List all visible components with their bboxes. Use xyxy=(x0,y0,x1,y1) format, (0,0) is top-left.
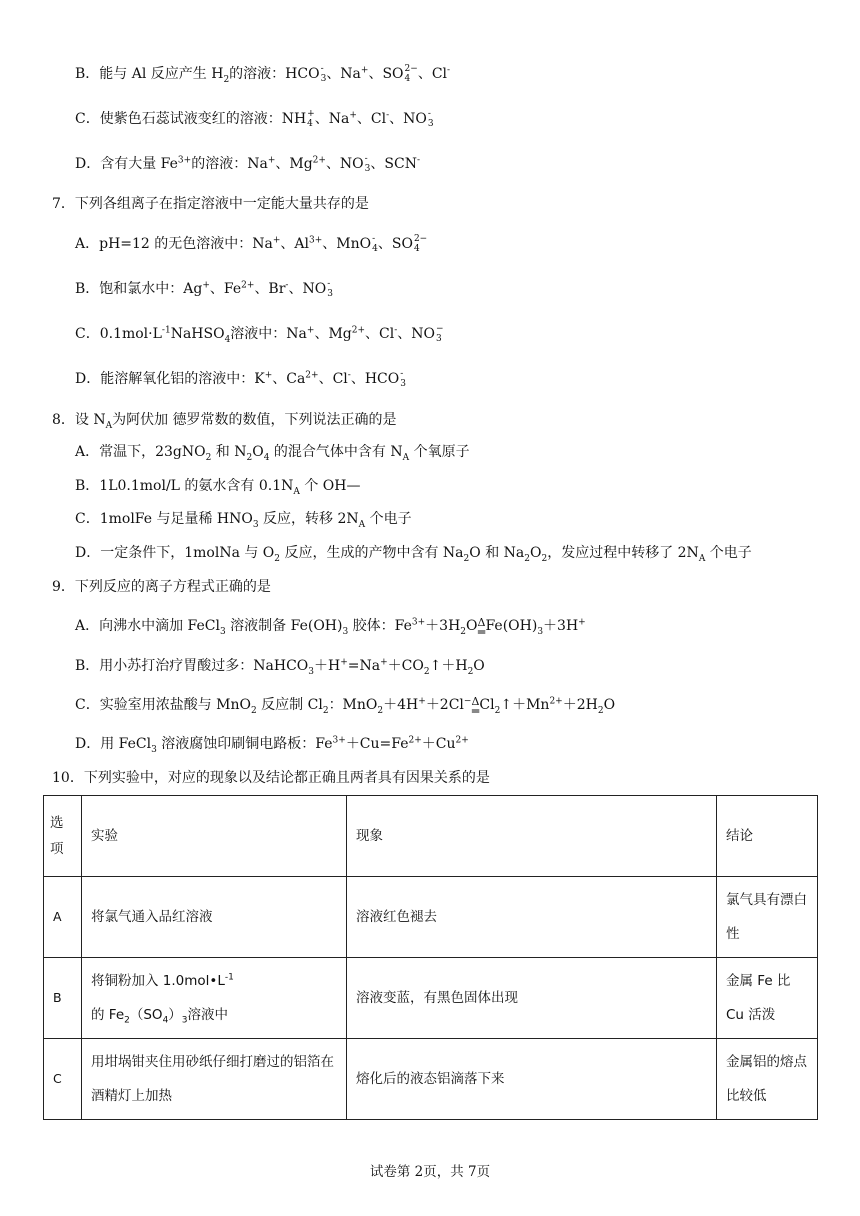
row-option: C xyxy=(44,1039,82,1120)
q9-option-c: C．实验室用浓盐酸与 MnO$_2$ 反应制 $Cl_2$：MnO$_2$＋4H+＋2Cl− Δ ═ $Cl_2↑+Mn^{2+}+2H_2O$ xyxy=(75,695,616,718)
q7-option-d: D．能溶解氧化铝的溶液中：K+、$Ca^{2+}$、Cl-、HCO - 3 xyxy=(75,369,406,389)
header-experiment: 实验 xyxy=(82,796,347,877)
row-conclusion: 金属 Fe 比 Cu 活泼 xyxy=(717,958,818,1039)
q6-option-d: D．含有大量 $Fe^{3+}$的溶液：Na+、$Mg^{2+}$、NO - 3 、SCN- xyxy=(75,154,421,174)
table-row xyxy=(44,877,818,958)
experiment-table xyxy=(43,795,818,1120)
table-row xyxy=(44,958,818,1039)
q10-stem: 10．下列实验中，对应的现象以及结论都正确且两者具有因果关系的是 xyxy=(52,770,490,786)
heat-symbol: Δ ═ xyxy=(477,616,486,639)
q8-option-d: D．一定条件下，1molNa 与 $O_2$ 反应，生成的产物中含有 $Na_2O$ 和 $Na_2O_2$，发应过程中转移了 $2N_A$ 个电子 xyxy=(75,545,752,564)
table-row xyxy=(44,1039,818,1120)
q9-option-a: A．向沸水中滴加 FeCl$_3$ 溶液制备 $Fe(OH)_3$ 胶体：$Fe^{3+}+3H_2O$ Δ ═ $Fe(OH)_3+3H^+$ xyxy=(75,616,586,639)
q8-option-a: A．常温下，23gNO$_2$ 和 $N_2O_4$ 的混合气体中含有 $N_A$ 个氧原子 xyxy=(75,444,470,463)
row-option: A xyxy=(44,877,82,958)
q9-option-d: D．用 FeCl$_3$ 溶液腐蚀印刷铜电路板：$Fe^{3+}+Cu=Fe^{2+}+Cu^{2+}$ xyxy=(75,735,469,755)
q8-stem: 8．设 $N_A$为阿伏加 德罗常数的数值，下列说法正确的是 xyxy=(52,412,397,431)
header-phenomenon: 现象 xyxy=(347,796,717,877)
row-experiment: 用坩埚钳夹住用砂纸仔细打磨过的铝箔在酒精灯上加热 xyxy=(82,1039,347,1120)
q8-option-b: B．1L0.1mol/L 的氨水含有 $0.1N_A$ 个 OH— xyxy=(75,478,361,497)
row-conclusion: 氯气具有漂白性 xyxy=(717,877,818,958)
row-experiment: 将铜粉加入 $1.0mol•L^{-1}$ 的 $Fe_2(SO_4)_3$溶液中 xyxy=(82,958,347,1039)
row-option: B xyxy=(44,958,82,1039)
header-option: 选项 xyxy=(44,796,82,877)
page-footer: 试卷第 2页，共 7页 xyxy=(369,1164,491,1180)
q9-stem: 9．下列反应的离子方程式正确的是 xyxy=(52,579,271,595)
row-conclusion: 金属铝的熔点比较低 xyxy=(717,1039,818,1120)
heat-symbol: Δ ═ xyxy=(471,695,480,718)
q7-option-c: C．$0.1mol\cdot L^{-1}NaHSO_4$溶液中：Na+、$Mg^{2+}$、Cl-、NO − 3 xyxy=(75,324,444,345)
header-conclusion: 结论 xyxy=(717,796,818,877)
table-header-row xyxy=(44,796,818,877)
q9-option-b: B．用小苏打治疗胃酸过多：$NaHCO_3+H^+=Na^++CO_2↑+H_2O$ xyxy=(75,657,485,677)
row-phenomenon: 溶液变蓝，有黑色固体出现 xyxy=(347,958,717,1039)
row-phenomenon: 熔化后的液态铝滴落下来 xyxy=(347,1039,717,1120)
q7-option-a: A．pH=12 的无色溶液中：Na+、$Al^{3+}$、MnO - 4 、SO 2− 4 xyxy=(75,234,428,254)
q7-option-b: B．饱和氯水中：Ag+、$Fe^{2+}$、Br-、NO - 3 xyxy=(75,279,333,299)
row-phenomenon: 溶液红色褪去 xyxy=(347,877,717,958)
q6-option-c: C．使紫色石蕊试液变红的溶液：NH + 4 、Na+、Cl-、NO - 3 xyxy=(75,109,434,129)
row-experiment: 将氯气通入品红溶液 xyxy=(82,877,347,958)
q8-option-c: C．1molFe 与足量稀 $HNO_3$ 反应，转移 $2N_A$ 个电子 xyxy=(75,511,412,530)
q6-option-b: B．能与 Al 反应产生 $H_2$的溶液：HCO - 3 、Na+、SO 2− 4 、Cl- xyxy=(75,64,451,85)
q7-stem: 7．下列各组离子在指定溶液中一定能大量共存的是 xyxy=(52,196,369,212)
